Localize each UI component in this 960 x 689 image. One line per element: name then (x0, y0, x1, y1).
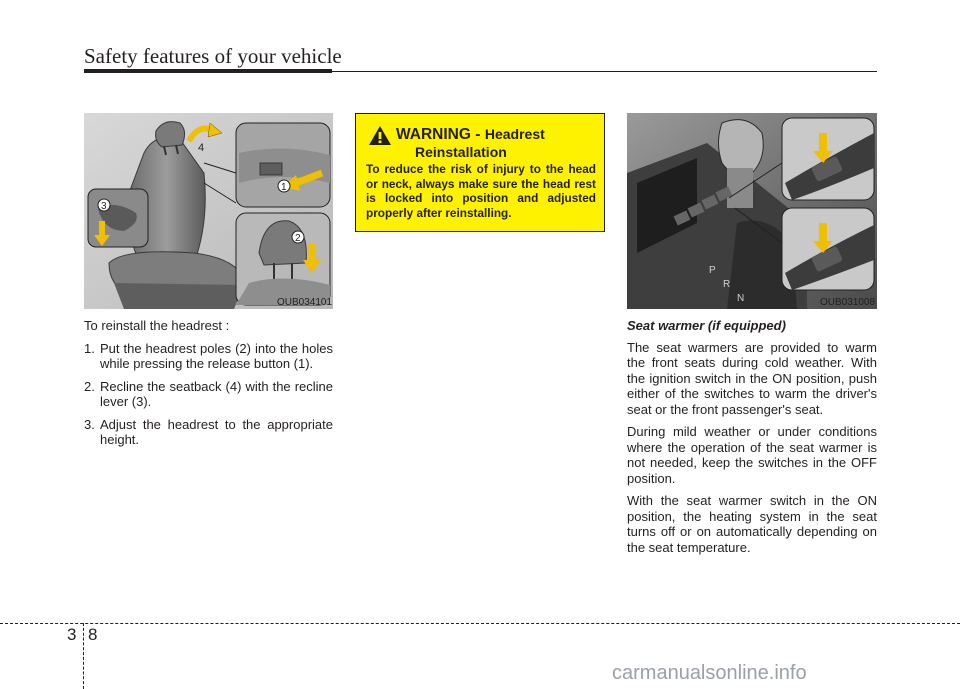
headrest-figure (84, 113, 333, 309)
watermark: carmanualsonline.info (612, 662, 807, 684)
list-item (84, 379, 333, 410)
chapter-number: 3 (67, 625, 77, 644)
warning-title: WARNING - (396, 126, 481, 143)
footer-rule (0, 623, 960, 624)
step-text: Recline the seatback (4) with the recline lever (3). (100, 378, 333, 409)
footer-vertical-rule (83, 623, 84, 689)
warning-heading (396, 126, 545, 160)
figure-code-left: OUB034101 (277, 297, 333, 308)
paragraph: During mild weather or under conditions where the operation of the seat warmer is not needed, keep the switches in the OFF position. (627, 424, 877, 486)
svg-text:2: 2 (295, 233, 301, 244)
gear-letter-p: P (709, 265, 716, 276)
step-text: Put the headrest poles (2) into the holes while pressing the release button (1). (100, 340, 333, 371)
svg-text:3: 3 (101, 201, 107, 212)
step-number: 1. (84, 340, 95, 356)
svg-text:4: 4 (198, 142, 205, 154)
paragraph: With the seat warmer switch in the ON position, the heating system in the seat turns off or on automatically depending on the seat temperature. (627, 493, 877, 555)
section-heading: Seat warmer (if equipped) (627, 318, 786, 333)
gear-letter-r: R (723, 279, 731, 290)
headrest-illustration (84, 113, 333, 309)
seat-warmer-illustration (627, 113, 877, 309)
steps-list (84, 341, 333, 448)
list-item (84, 417, 333, 448)
warning-subtitle-line2: Reinstallation (415, 144, 507, 160)
warning-box (355, 113, 605, 232)
step-number: 2. (84, 378, 95, 394)
header-rule-thin (332, 71, 877, 72)
paragraph: The seat warmers are provided to warm the front seats during cold weather. With the ignition switch in the ON position, push either of the switches to warm the driver's seat or the front passenger's seat. (627, 339, 877, 417)
step-number: 3. (84, 416, 95, 432)
gear-letter-n: N (737, 293, 745, 304)
warning-subtitle: Headrest (484, 126, 545, 142)
intro-text: To reinstall the headrest : (84, 318, 230, 333)
step-text: Adjust the headrest to the appropriate height. (100, 416, 333, 447)
list-item (84, 341, 333, 372)
page-number: 8 (88, 625, 98, 644)
warning-triangle-icon (368, 125, 392, 146)
header-rule (84, 69, 332, 73)
figure-code-right: OUB031008 (820, 297, 876, 308)
svg-text:1: 1 (281, 182, 287, 193)
left-column (84, 318, 333, 455)
warning-body: To reduce the risk of injury to the head or neck, always make sure the head rest is locked into position and adjusted properly after reinstalling. (366, 162, 596, 220)
seat-warmer-figure (627, 113, 877, 309)
page-header-title: Safety features of your vehicle (84, 44, 342, 68)
right-column (627, 318, 877, 562)
